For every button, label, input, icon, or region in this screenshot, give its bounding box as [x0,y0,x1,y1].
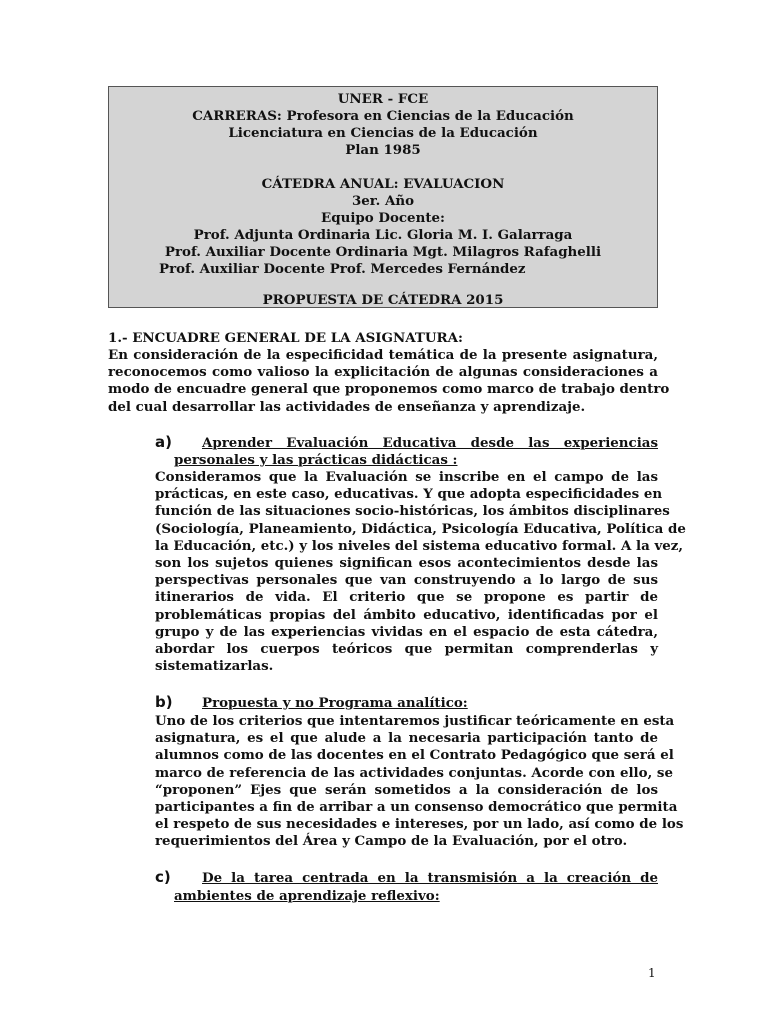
item-a-marker: a) [155,433,172,451]
header-degree: Licenciatura en Ciencias de la Educación [228,125,538,141]
paragraph-line: la Educación, etc.) y los niveles del sistema educativo formal. A la vez, [155,537,684,554]
paragraph-line: Uno de los criterios que intentaremos justificar teóricamente en esta [155,713,675,729]
item-a-title-2: personales y las prácticas didácticas : [174,452,458,468]
paragraph-line: reconocemos como valioso la explicitación de algunas consideraciones a [108,364,658,381]
item-a-paragraph [155,469,686,675]
paragraph-line: grupo y de las experiencias vividas en el espacio de esta cátedra, [155,623,658,640]
paragraph-line: modo de encuadre general que proponemos como marco de trabajo dentro [108,381,670,398]
paragraph-line: En consideración de la especificidad temática de la presente asignatura, [108,347,658,363]
paragraph-line: (Sociología, Planeamiento, Didáctica, Psicología Educativa, Política de [155,520,686,537]
paragraph-line: Consideramos que la Evaluación se inscribe en el campo de las [155,469,658,485]
header-teacher-3: Prof. Auxiliar Docente Prof. Mercedes Fernández [159,261,526,277]
paragraph-line: itinerarios de vida. El criterio que se propone es partir de [155,589,658,606]
item-a-title-1: Aprender Evaluación Educativa desde las experiencias [202,435,658,451]
paragraph-line: asignatura, es el que alude a la necesaria participación tanto de [155,730,658,747]
paragraph-line: sistematizarlas. [155,658,274,675]
item-c-marker: c) [155,868,171,886]
paragraph-line: prácticas, en este caso, educativas. Y que adopta especificidades en [155,486,663,503]
item-c-title-1: De la tarea centrada en la transmisión a la creación de [202,870,658,886]
section-title: 1.- ENCUADRE GENERAL DE LA ASIGNATURA: [108,330,463,346]
paragraph-line: marco de referencia de las actividades conjuntas. Acorde con ello, se [155,764,673,781]
paragraph-line: perspectivas personales que van construyendo a lo largo de sus [155,572,658,589]
header-box [108,86,658,308]
header-plan: Plan 1985 [345,142,421,158]
header-team-label: Equipo Docente: [321,210,445,226]
header-teacher-2: Prof. Auxiliar Docente Ordinaria Mgt. Milagros Rafaghelli [164,244,602,260]
item-b-paragraph [155,713,684,851]
paragraph-line: alumnos como de las docentes en el Contrato Pedagógico que será el [155,747,674,764]
page-number: 1 [648,966,656,980]
paragraph-line: del cual desarrollar las actividades de enseñanza y aprendizaje. [108,398,586,415]
header-institution: UNER - FCE [337,91,429,107]
paragraph-line: requerimientos del Área y Campo de la Evaluación, por el otro. [155,833,628,850]
header-teacher-1: Prof. Adjunta Ordinaria Lic. Gloria M. I. Galarraga [193,227,573,243]
header-year: 3er. Año [351,193,415,209]
paragraph-line: son los sujetos quienes significan esos acontecimientos desde las [155,555,658,572]
paragraph-line: problemáticas propias del ámbito educativo, identificadas por el [155,606,658,623]
header-proposal-title: PROPUESTA DE CÁTEDRA 2015 [262,292,504,308]
item-b-title: Propuesta y no Programa analítico: [202,695,468,711]
item-c-title-2: ambientes de aprendizaje reflexivo: [174,888,440,904]
header-chair: CÁTEDRA ANUAL: EVALUACION [261,176,505,192]
paragraph-line: función de las situaciones socio-históricas, los ámbitos disciplinares [155,503,670,520]
section-paragraph [108,347,670,416]
paragraph-line: participantes a fin de arribar a un consenso democrático que permita [155,799,678,816]
paragraph-line: el respeto de sus necesidades e intereses, por un lado, así como de los [155,816,684,833]
header-careers: CARRERAS: Profesora en Ciencias de la Educación [192,108,574,124]
item-b-marker: b) [155,693,173,711]
paragraph-line: abordar los cuerpos teóricos que permitan comprenderlas y [155,641,658,658]
paragraph-line: “proponen” Ejes que serán sometidos a la consideración de los [155,781,658,798]
